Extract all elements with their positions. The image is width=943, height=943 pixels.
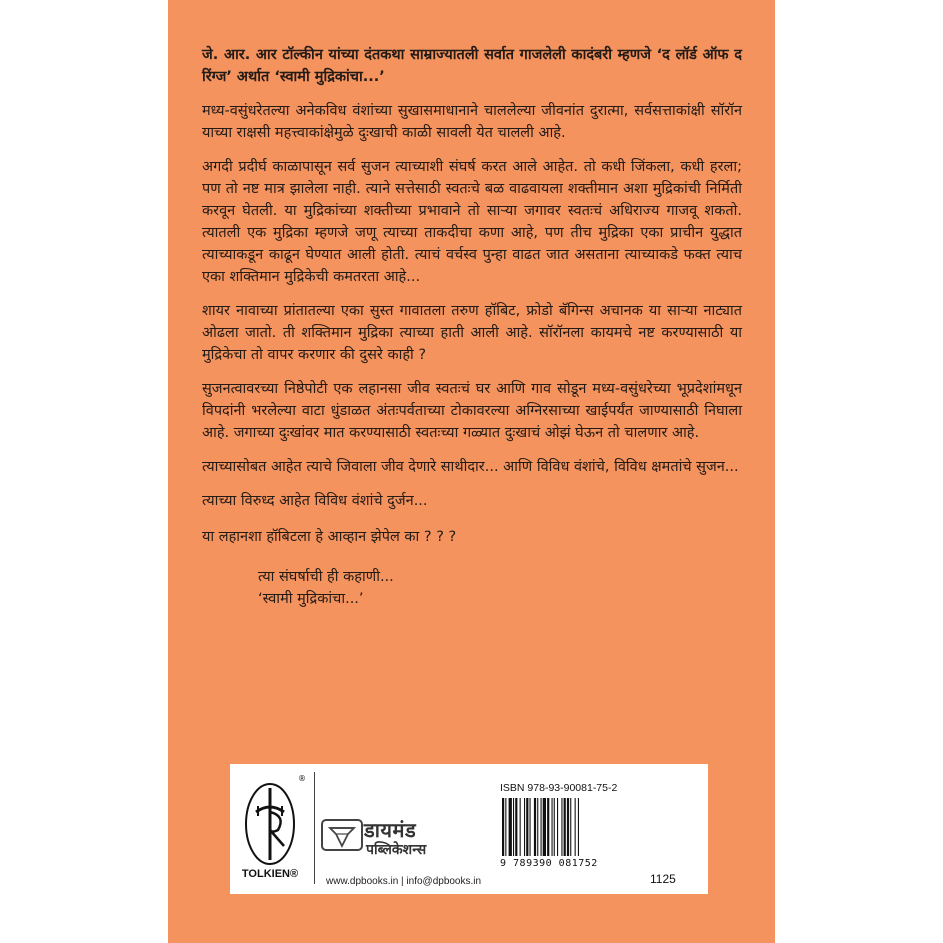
barcode-bar: [526, 798, 528, 856]
barcode-bar: [534, 798, 536, 856]
barcode-bar: [513, 798, 514, 856]
barcode-bar: [578, 798, 579, 856]
barcode-bar: [509, 798, 512, 856]
barcode-bar: [505, 798, 506, 856]
barcode-bar: [561, 798, 562, 856]
blurb-paragraph-5: सुजनत्वावरच्या निष्ठेपोटी एक लहानसा जीव स्वतःचं घर आणि गाव सोडून मध्य-वसुंधरेच्या भूप्रदेशांमधून विपदांनी भरलेल्या वाटा धुंडाळत अंतःपर्वताच्या टोकावरल्या अग्निरसाच्या खाईपर्यंत जाण्यासाठी निघाला आहे. जगाच्या दुःखांवर मात करण्यासाठी स्वतःच्या गळ्यात दुःखाचं ओझं घेऊन तो चालणार आहे.: [202, 381, 742, 441]
barcode: [500, 798, 620, 858]
blurb: [202, 44, 742, 610]
publisher-subtitle: पब्लिकेशन्स: [366, 842, 427, 858]
blurb-paragraph-3: अगदी प्रदीर्घ काळापासून सर्व सुजन त्याच्याशी संघर्ष करत आले आहेत. तो कधी जिंकला, कधी हरला; पण तो नष्ट मात्र झालेला नाही. त्याने सत्तेसाठी स्वतःचे बळ वाढवायला शक्तीमान अशा मुद्रिकांची निर्मिती करवून घेतली. या मुद्रिकांच्या शक्तीच्या प्रभावाने तो साऱ्या जगावर स्वतःचं अधिराज्य गाजवू शकतो. त्यातली एक मुद्रिका म्हणजे जणू त्याच्या ताकदीचा कणा आहे, पण तीच मुद्रिका एका प्राचीन युद्धात त्याच्याकडून काढून घेण्यात आली होती. त्याचं वर्चस्व पुन्हा वाढत जात असताना त्याच्याकडे फक्त त्याच एका शक्तिमान मुद्रिकेची कमतरता आहे...: [202, 159, 742, 285]
barcode-bar: [552, 798, 553, 856]
blurb-paragraph-8: या लहानशा हॉबिटला हे आव्हान झेपेल का ? ? ?: [202, 529, 457, 545]
barcode-bar: [515, 798, 517, 856]
barcode-bar: [530, 798, 531, 856]
barcode-bar: [541, 798, 542, 856]
publisher-name: डायमंड: [364, 818, 417, 842]
barcode-bar: [564, 798, 566, 856]
barcode-bar: [575, 798, 576, 856]
publisher-label: [230, 764, 708, 894]
barcode-bar: [502, 798, 504, 856]
registered-mark: ®: [298, 774, 306, 783]
barcode-bar: [570, 798, 571, 856]
barcode-bar: [557, 798, 558, 856]
diamond-icon: [320, 812, 364, 856]
blurb-paragraph-4: शायर नावाच्या प्रांतातल्या एका सुस्त गावातला तरुण हॉबिट, फ्रोडो बॅगिन्स अचानक या साऱ्या नाट्यात ओढला जातो. ती शक्तिमान मुद्रिका त्याच्या हाती आली आहे. सॉरॉनला कायमचे नष्ट करण्यासाठी या मुद्रिकेचा तो वापर करणार की दुसरे काही ?: [202, 303, 742, 363]
closing-line-2: ‘स्वामी मुद्रिकांचा...’: [258, 591, 364, 607]
blurb-paragraph-1: जे. आर. आर टॉल्कीन यांच्या दंतकथा साम्राज्यातली सर्वात गाजलेली कादंबरी म्हणजे ‘द लॉर्ड ऑफ द रिंग्ज’ अर्थात ‘स्वामी मुद्रिकांचा...’: [202, 47, 742, 85]
blurb-paragraph-7: त्याच्या विरुध्द आहेत विविध वंशांचे दुर्जन...: [202, 493, 428, 509]
tolkien-wordmark: TOLKIEN®: [241, 868, 299, 880]
barcode-bar: [547, 798, 549, 856]
barcode-bar: [567, 798, 569, 856]
barcode-bar: [524, 798, 525, 856]
barcode-bar: [554, 798, 555, 856]
barcode-bar: [537, 798, 538, 856]
blurb-paragraph-2: मध्य-वसुंधरेतल्या अनेकविध वंशांच्या सुखासमाधानाने चाललेल्या जीवनांत दुरात्मा, सर्वसत्ताकांक्षी सॉरॉन याच्या राक्षसी महत्त्वाकांक्षेमुळे दुःखाची काळी सावली येत चालली आहे.: [202, 103, 742, 141]
back-cover: [168, 0, 775, 943]
barcode-bar: [543, 798, 546, 856]
closing-lines: [202, 566, 742, 610]
tolkien-monogram-icon: [240, 772, 304, 868]
isbn-text: ISBN 978-93-90081-75-2: [500, 782, 618, 794]
barcode-digits: 9 789390 081752: [500, 858, 598, 869]
tolkien-logo: [240, 772, 304, 884]
diamond-publications-logo: [320, 812, 480, 862]
price-code: 1125: [650, 872, 676, 886]
divider: [314, 772, 315, 884]
barcode-bar: [520, 798, 521, 856]
blurb-paragraph-6: त्याच्यासोबत आहेत त्याचे जिवाला जीव देणारे साथीदार... आणि विविध वंशांचे, विविध क्षमतांचे सुजन...: [202, 459, 739, 475]
closing-line-1: त्या संघर्षाची ही कहाणी...: [258, 569, 394, 585]
publisher-contact: www.dpbooks.in | info@dpbooks.in: [326, 876, 482, 887]
